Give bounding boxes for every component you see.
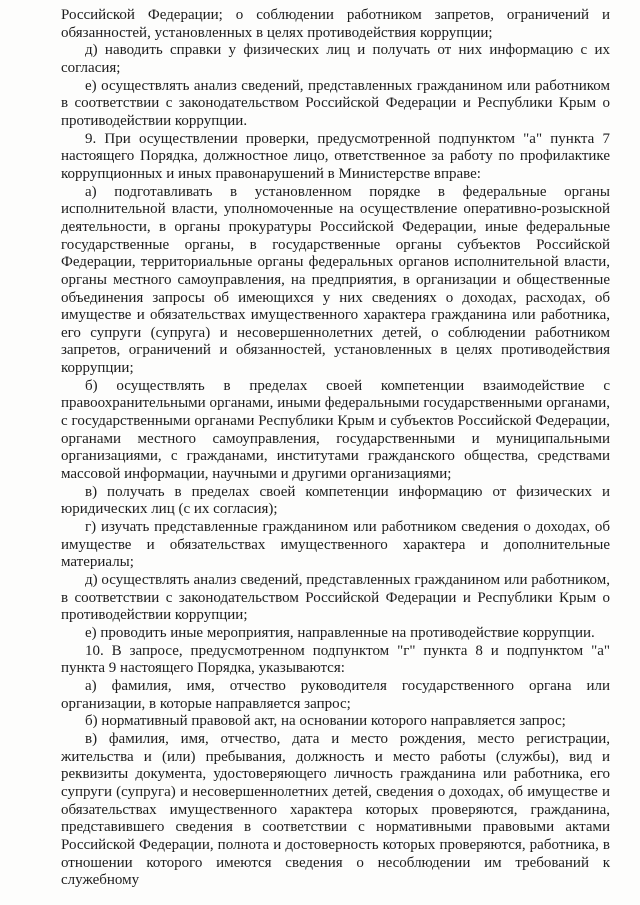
paragraph-clause-10: 10. В запросе, предусмотренном подпунктом "г" пункта 8 и подпунктом "а" пункта 9 настоящего Порядка, указываются: <box>61 642 610 677</box>
paragraph-clause-9-item-g: г) изучать представленные гражданином или работником сведения о доходах, об имуществе и обязательствах имущественного характера и дополнительные материалы; <box>61 519 610 571</box>
paragraph-clause-9-item-v: в) получать в пределах своей компетенции информацию от физических и юридических лиц (с их согласия); <box>61 483 610 518</box>
paragraph-clause-10-item-a: а) фамилия, имя, отчество руководителя государственного органа или организации, в которые направляется запрос; <box>61 677 610 712</box>
paragraph-clause-9-item-a: а) подготавливать в установленном порядке в федеральные органы исполнительной власти, уполномоченные на осуществление оперативно-розыскной деятельности, в органы прокуратуры Российской Федерации, иные федеральные государственные органы, в государственные органы субъектов Российской Федерации, территориальные органы федеральных органов исполнительной власти, органы местного самоуправления, на предприятия, в организации и общественные объединения запросы об имеющихся у них сведениях о доходах, расходах, об имуществе и обязательствах имущественного характера гражданина или работника, его супруги (супруга) и несовершеннолетних детей, о соблюдении работником запретов, ограничений и обязанностей, установленных в целях противодействия коррупции; <box>61 183 610 377</box>
paragraph-clause-9-item-e: е) проводить иные мероприятия, направленные на противодействие коррупции. <box>85 624 595 641</box>
paragraph-item-e: е) осуществлять анализ сведений, представленных гражданином или работником в соответствии с законодательством Российской Федерации и Республики Крым о противодействии коррупции. <box>61 77 610 129</box>
paragraph-clause-9-item-d: д) осуществлять анализ сведений, представленных гражданином или работником, в соответствии с законодательством Российской Федерации и Республики Крым о противодействии коррупции; <box>61 572 610 624</box>
paragraph-clause-9-item-b: б) осуществлять в пределах своей компетенции взаимодействие с правоохранительными органами, иными федеральными государственными органами, с государственными органами Республики Крым и субъектов Российской Федерации, органами местного самоуправления, государственными и муниципальными организациями, с гражданами, институтами гражданского общества, средствами массовой информации, научными и другими организациями; <box>61 377 610 483</box>
paragraph-item-d: д) наводить справки у физических лиц и получать от них информацию с их согласия; <box>61 42 610 76</box>
paragraph-clause-9: 9. При осуществлении проверки, предусмотренной подпунктом "а" пункта 7 настоящего Порядка, должностное лицо, ответственное за работу по профилактике коррупционных и иных правонарушений в Министерстве вправе: <box>61 130 610 182</box>
document-body <box>61 7 610 890</box>
paragraph-clause-10-item-b: б) нормативный правовой акт, на основании которого направляется запрос; <box>85 713 566 730</box>
paragraph-continuation: Российской Федерации; о соблюдении работником запретов, ограничений и обязанностей, установленных в целях противодействия коррупции; <box>61 7 610 41</box>
paragraph-clause-10-item-v: в) фамилия, имя, отчество, дата и место рождения, место регистрации, жительства и (или) пребывания, должность и место работы (службы), вид и реквизиты документа, удостоверяющего личность гражданина или работника, его супруги (супруга) и несовершеннолетних детей, сведения о доходах, об имуществе и обязательствах имущественного характера которых проверяются, гражданина, представившего сведения в соответствии с нормативными правовыми актами Российской Федерации, полнота и достоверность которых проверяются, работника, в отношении которого имеются сведения о несоблюдении им требований к служебному <box>61 730 610 889</box>
